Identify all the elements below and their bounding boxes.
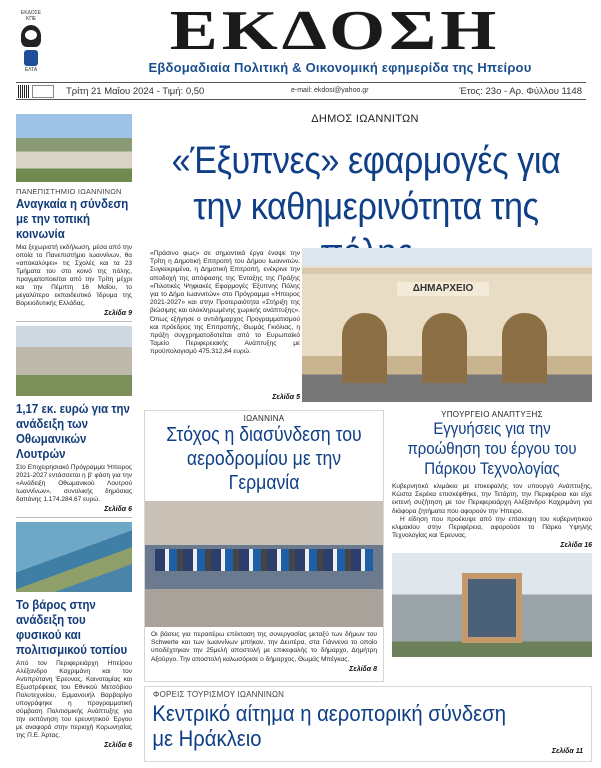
article-kicker: ΠΑΝΕΠΙΣΤΗΜΙΟ ΙΩΑΝΝΙΝΩΝ	[16, 187, 122, 196]
bird-logo-icon	[21, 25, 41, 47]
ministry-story	[392, 410, 592, 657]
cornice	[302, 268, 592, 274]
people-row	[155, 549, 373, 571]
ottoman-bath-photo	[16, 326, 132, 396]
divider	[16, 517, 132, 518]
elta-logo-icon	[24, 50, 38, 66]
issue-date-price: Τρίτη 21 Μαΐου 2024 - Τιμή: 0,50	[66, 86, 205, 97]
story-headline[interactable]: Κεντρικό αίτημα η αεροπορική σύνδεση με Ηράκλειο	[152, 701, 506, 751]
issue-number: Έτος: 23ο - Αρ. Φύλλου 1148	[459, 86, 582, 97]
article-body: Από τον Περιφερειάρχη Ηπείρου Αλέξανδρο Καχριμάνη και τον Αντιπρύτανη Έρευνας, Καινοτομίας και Εξωστρέφειας του Εθνικού Μετσόβιου Πολυτεχνείου, Εμμανουήλ Βαρβαρίγο υπογράφηκε η προγραμματική σύμβαση Πολιτισμικής Ανάπτυξης για την εκπόνηση του ερευνητικού Έργου με αναφορά στην περιοχή Κορωνησίας της Π.Ε. Άρτας.	[16, 660, 132, 739]
story-section-label: ΦΟΡΕΙΣ ΤΟΥΡΙΣΜΟΥ ΙΩΑΝΝΙΝΩΝ	[153, 690, 285, 699]
town-hall-photo	[302, 248, 592, 402]
logo-small-text: ΕΚΔΟΣΕ ΚΠΕ	[20, 10, 42, 22]
publisher-logo	[16, 10, 46, 76]
dateline-bar	[16, 82, 586, 100]
story-body: Κυβερνητικό κλιμάκιο με επικεφαλής τον υπουργό Ανάπτυξης, Κώστα Σκρέκα επισκέφθηκε, την Τετάρτη, την Περιφέρεια και είχε εκτενή συζήτηση με τον Περιφερειάρχη Αλέξανδρο Καχριμάνη για διάφορα ζητήματα που αφορούν την Ήπειρο.	[392, 483, 592, 515]
story-headline[interactable]: Εγγυήσεις για την προώθηση του έργου του Πάρκου Τεχνολογίας	[407, 419, 577, 478]
masthead	[0, 0, 601, 80]
arch-window	[422, 313, 467, 383]
article-body: Στο Επιχειρησιακό Πρόγραμμα 'Ηπειρος 2021-2027 εντάσσεται η β' φάση για την «Ανάδειξη Οθωμανικού Λουτρού Ιωαννίνων», συνολικής δημόσιας δαπάνης 1.174.284.67 ευρώ.	[16, 464, 132, 503]
building-frame	[462, 573, 522, 643]
article-body: Μια ξεχωριστή εκδήλωση, μέσα από την οποία το Πανεπιστήμιο Ιωαννίνων, θα «αποκαλύψει» τις Σχολές και τα 23 Τμήματα του στο κοινό της πόλης, πραγματοποιείται από την Τρίτη μέχρι και την Πέμπτη 16 Μαΐου, το μεγαλύτερο εκπαιδευτικό Ίδρυμα της Βορειοδυτικής Ελλάδας.	[16, 244, 132, 307]
lead-section-label: ΔΗΜΟΣ ΙΩΑΝΝΙΤΩΝ	[311, 113, 419, 125]
issue-box-icon	[32, 85, 54, 98]
divider	[16, 321, 132, 322]
group-photo	[145, 501, 383, 627]
newspaper-tagline: Εβδομαδιαία Πολιτική & Οικονομική εφημερίδα της Ηπείρου	[148, 60, 532, 75]
story-body-2: Η είδηση που προέκυψε από την επίσκεψη του κυβερνητικού κλιμακίου στην Περιφέρεια, αφορούσε το Πάρκο Υψηλής Τεχνολογίας και Έρευνας.	[392, 515, 592, 540]
coast-photo	[16, 522, 132, 592]
tourism-story	[144, 686, 592, 762]
left-column	[16, 114, 132, 749]
lead-body: «Πράσινο φως» σε σημαντικά έργα έναψε την Τρίτη η Δημοτική Επιτροπή του Δήμου Ιωαννιτών. Συγκεκριμένα, η Δημοτική Επιτροπή, ενέκρινε την αποδοχή της απόφασης της Ένταξης της Πράξης «Πιλοτικές Ψηφιακές Εφαρμογές Έξυπνης Πόλης για το Δήμο Ιωαννιτών» στο Πρόγραμμα «Ήπειρος 2021-2027» και στην Προτεραιότητα «Στήριξη της βιώσιμης και ολοκληρωμένης χωρικής ανάπτυξης». Όπως εξήγησε ο αντιδήμαρχος Προγραμματισμού και πρόεδρος της Επιτροπής, Θωμάς Γκιόλιας, η πράξη συγχρηματοδοτείται από το Ευρωπαϊκό Ταμείο Περιφερειακής Ανάπτυξης με προϋπολογισμό 475.312,84 ευρώ.	[150, 250, 300, 356]
article-headline[interactable]: Το βάρος στην ανάδειξη του φυσικού και πολιτισμικού τοπίου	[16, 597, 128, 657]
story-body: Οι βάσεις για περαιτέρω επέκταση της συνεργασίας μεταξύ των δήμων του Schwerte και των Ιωαννίνων μπήκαν, την Δευτέρα, στα Γιάννενα το οποίο υποδέχτηκαν την 25μελή αποστολή με επικεφαλής το δήμαρχο, Δημήτρη Αξούργο. Την αποστολή καλωσόρισε ο δήμαρχος, Θωμάς Μπέγκας.	[151, 631, 377, 663]
newspaper-title: ΕΚΔΟΣΗ	[169, 0, 501, 62]
lead-headline[interactable]: «Έξυπνες» εφαρμογές για την καθημερινότητα της	[171, 140, 561, 228]
ioannina-story	[144, 410, 384, 682]
article-headline[interactable]: Αναγκαία η σύνδεση με την τοπική κοινωνία	[16, 196, 129, 241]
arch-window	[342, 313, 387, 383]
story-page-reference[interactable]: Σελίδα 16	[560, 542, 592, 550]
page-reference[interactable]: Σελίδα 6	[104, 742, 132, 749]
story-page-reference[interactable]: Σελίδα 8	[349, 665, 377, 673]
lead-page-reference[interactable]: Σελίδα 5	[272, 394, 300, 401]
town-hall-sign: ΔΗΜΑΡΧΕΙΟ	[397, 282, 489, 296]
story-headline[interactable]: Στόχος η διασύνδεση του αεροδρομίου με την Γερμανία	[166, 424, 362, 494]
page-reference[interactable]: Σελίδα 6	[104, 506, 132, 513]
tech-park-render	[392, 553, 592, 657]
story-page-reference[interactable]: Σελίδα 11	[551, 748, 583, 755]
article-headline[interactable]: 1,17 εκ. ευρώ για την ανάδειξη των Οθωμανικών Λουτρών	[16, 401, 130, 461]
logo-agency: ΕΛΤΑ	[24, 67, 38, 73]
story-section-label: ΥΠΟΥΡΓΕΙΟ ΑΝΑΠΤΥΞΗΣ	[441, 410, 543, 419]
arch-window	[502, 313, 547, 383]
university-photo	[16, 114, 132, 182]
contact-email[interactable]: e-mail: ekdosi@yahoo.gr	[291, 87, 369, 94]
page-reference[interactable]: Σελίδα 9	[104, 310, 132, 317]
barcode-icon	[18, 85, 30, 98]
story-section-label: ΙΩΑΝΝΙΝΑ	[243, 414, 285, 423]
